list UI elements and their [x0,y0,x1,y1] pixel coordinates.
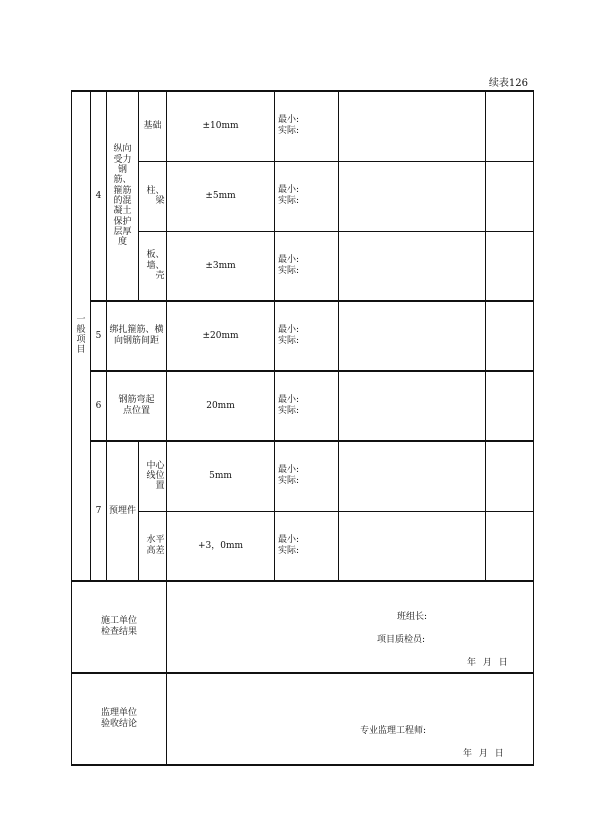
tolerance-value: ±5mm [205,190,236,201]
measure-actual-label: 实际: [278,196,300,206]
measured-values-cell[interactable] [339,441,486,511]
item-name-cell [107,441,139,581]
measured-values-cell[interactable] [339,511,486,581]
tolerance-value: 20mm [206,400,235,411]
item-no: 4 [95,190,102,201]
item-no-cell [91,371,107,441]
measure-min-label: 最小: [278,115,300,126]
part-label: 柱、梁 [146,185,165,206]
item-name: 纵向受力钢筋、箍筋的混凝土保护层厚度 [113,144,132,248]
measure-min-label: 最小: [278,254,300,265]
tolerance-value: ±3mm [205,260,236,271]
measurement-cell [275,161,339,231]
supervision-date-label: 年 月 日 [463,749,506,759]
measure-min-label: 最小: [278,465,300,476]
tolerance-cell [167,161,275,231]
part-cell [139,441,167,511]
measure-actual-label: 实际: [278,545,300,556]
continuation-label: 续表126 [488,78,528,89]
supervision-label-cell [72,673,167,765]
tolerance-cell [167,371,275,441]
measurement-cell [275,511,339,581]
remark-cell[interactable] [486,301,534,371]
tolerance-cell [167,511,275,581]
supervision-result-cell[interactable] [167,673,534,765]
tolerance-cell [167,91,275,161]
item-name: 预埋件 [108,505,136,516]
tolerance-cell [167,441,275,511]
construction-label: 施工单位检查结果 [100,616,137,637]
part-cell [139,91,167,161]
measurement-cell [275,301,339,371]
part-label: 中心线位置 [146,460,165,492]
inspection-table [71,90,534,766]
item-no: 5 [95,330,102,341]
part-label: 基础 [143,121,162,132]
measure-actual-label: 实际: [278,336,300,346]
item-no: 7 [95,505,102,516]
measurement-cell [275,371,339,441]
quality-inspector-label: 项目质检员: [377,635,426,645]
tolerance-cell [167,231,275,301]
tolerance-value: ±20mm [202,330,239,341]
tolerance-cell [167,301,275,371]
part-cell [139,161,167,231]
measured-values-cell[interactable] [339,161,486,231]
remark-cell[interactable] [486,371,534,441]
item-name: 钢筋弯起点位置 [118,395,155,416]
measurement-cell [275,231,339,301]
part-cell [139,511,167,581]
item-name-cell [107,371,167,441]
tolerance-value: +3，0mm [197,540,244,551]
measurement-cell [275,441,339,511]
measured-values-cell[interactable] [339,231,486,301]
section-label-cell [72,91,91,581]
supervision-engineer-label: 专业监理工程师: [360,726,427,736]
measurement-cell [275,91,339,161]
part-label: 板、墙、壳 [146,250,165,281]
measure-min-label: 最小: [278,395,300,406]
tolerance-value: ±10mm [202,121,239,132]
item-no-cell [91,301,107,371]
item-name: 绑扎箍筋、横向钢筋间距 [109,325,164,346]
construction-label-cell [72,581,167,673]
measure-actual-label: 实际: [278,265,300,276]
item-no-cell [91,91,107,301]
measured-values-cell[interactable] [339,91,486,161]
item-no-cell [91,441,107,581]
construction-date-label: 年 月 日 [467,658,510,668]
item-no: 6 [95,400,102,411]
measure-actual-label: 实际: [278,126,300,137]
supervision-label: 监理单位验收结论 [100,708,137,729]
measure-actual-label: 实际: [278,406,300,416]
remark-cell[interactable] [486,161,534,231]
remark-cell[interactable] [486,91,534,161]
measured-values-cell[interactable] [339,301,486,371]
measure-min-label: 最小: [278,325,300,336]
measure-min-label: 最小: [278,185,300,196]
measure-min-label: 最小: [278,534,300,545]
remark-cell[interactable] [486,441,534,511]
team-leader-label: 班组长: [397,612,428,622]
measured-values-cell[interactable] [339,371,486,441]
part-label: 水平高差 [146,535,165,556]
part-cell [139,231,167,301]
section-label: 一般项目 [76,315,86,355]
remark-cell[interactable] [486,231,534,301]
construction-result-cell[interactable] [167,581,534,673]
measure-actual-label: 实际: [278,476,300,487]
tolerance-value: 5mm [209,471,232,482]
remark-cell[interactable] [486,511,534,581]
item-name-cell [107,91,139,301]
item-name-cell [107,301,167,371]
